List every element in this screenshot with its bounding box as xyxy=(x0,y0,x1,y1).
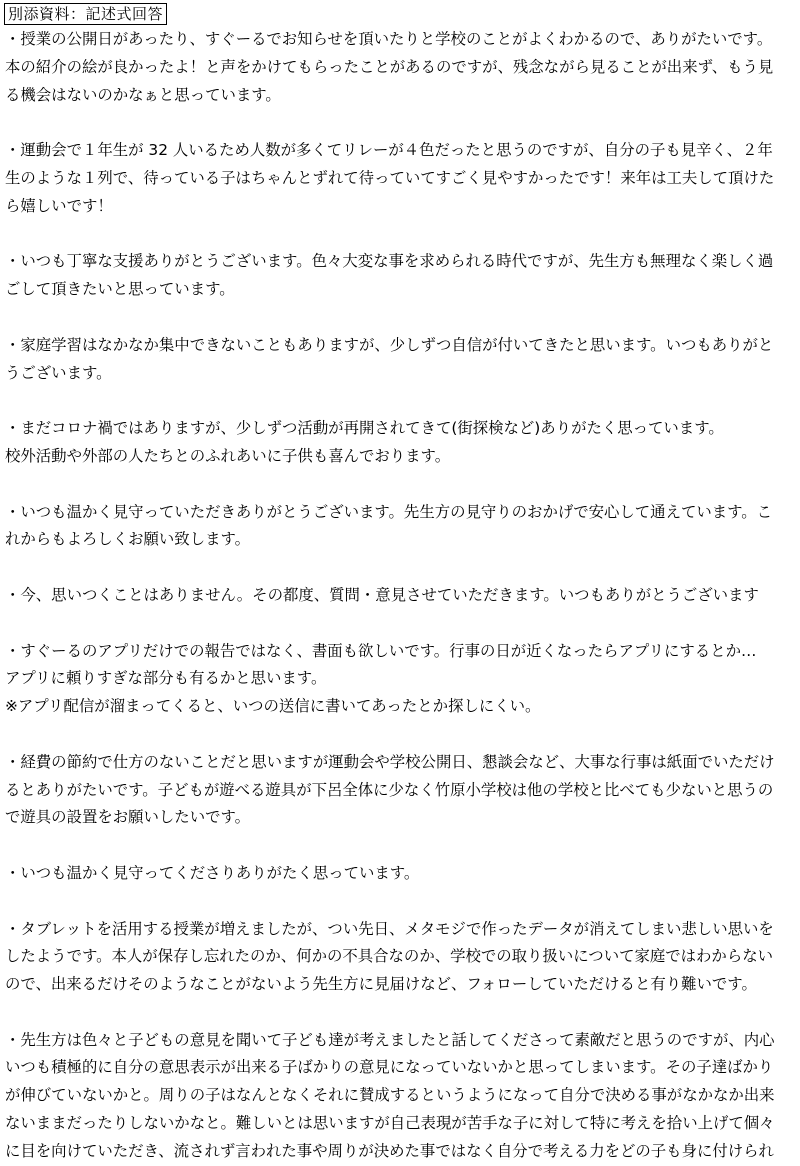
response-line: 校外活動や外部の人たちとのふれあいに子供も喜んでおります。 xyxy=(5,446,451,465)
paragraph-gap xyxy=(5,554,795,582)
response-paragraph xyxy=(5,26,795,109)
response-line: る機会はないのかなぁと思っています。 xyxy=(5,85,281,104)
response-line: ・運動会で１年生が 32 人いるため人数が多くてリレーが４色だったと思うのですが、自分の子も見辛く、２年 xyxy=(5,141,773,160)
response-line: うございます。 xyxy=(5,363,112,382)
response-line: れからもよろしくお願い致します。 xyxy=(5,530,251,549)
response-line: ないままだったりしないかなと。難しいとは思いますが自己表現が苦手な子に対して特に考えを拾い上げて個々 xyxy=(5,1114,775,1133)
response-line: るとありがたいです。子どもが遊べる遊具が下呂全体に少なく竹原小学校は他の学校と比べても少ないと思うの xyxy=(5,780,774,799)
response-line: ・いつも温かく見守ってくださりありがたく思っています。 xyxy=(5,863,420,882)
response-line: ら嬉しいです！ xyxy=(5,196,113,215)
response-paragraph xyxy=(5,1027,795,1166)
response-paragraph xyxy=(5,916,795,999)
response-line: が伸びていないかと。周りの子はなんとなくそれに賛成するというようになって自分で決める事がなかなか出来 xyxy=(5,1086,775,1105)
response-paragraph xyxy=(5,248,795,304)
response-line: ・経費の節約で仕方のないことだと思いますが運動会や学校公開日、懇談会など、大事な行事は紙面でいただけ xyxy=(5,752,775,771)
paragraph-gap xyxy=(5,610,795,638)
response-paragraph xyxy=(5,749,795,832)
response-paragraph xyxy=(5,137,795,220)
response-line: ごして頂きたいと思っています。 xyxy=(5,280,235,299)
response-line: ・先生方は色々と子どもの意見を聞いて子ども達が考えましたと話してくださって素敵だと思うのですが、内心 xyxy=(5,1030,775,1049)
paragraph-gap xyxy=(5,888,795,916)
response-line: ・いつも温かく見守っていただきありがとうございます。先生方の見守りのおかげで安心して通えています。こ xyxy=(5,502,773,521)
paragraph-gap xyxy=(5,721,795,749)
paragraph-gap xyxy=(5,832,795,860)
paragraph-gap xyxy=(5,471,795,499)
response-line: したようです。本人が保存し忘れたのか、何かの不具合なのか、学校での取り扱いについて家庭ではわからない xyxy=(5,947,773,966)
response-paragraph xyxy=(5,499,795,555)
response-line: ・まだコロナ禍ではありますが、少しずつ活動が再開されてきて(街探検など)ありがたく思っています。 xyxy=(5,419,724,438)
response-line: ・授業の公開日があったり、すぐーるでお知らせを頂いたりと学校のことがよくわかるので、ありがたいです。 xyxy=(5,30,773,48)
paragraph-gap xyxy=(5,387,795,415)
response-line: に目を向けていただき、流されず言われた事や周りが決めた事ではなく自分で考える力をどの子も身に付けられ xyxy=(5,1141,774,1160)
paragraph-gap xyxy=(5,109,795,137)
paragraph-gap xyxy=(5,304,795,332)
attachment-label: 別添資料：記述式回答 xyxy=(4,3,167,25)
response-paragraph xyxy=(5,332,795,388)
paragraph-gap xyxy=(5,221,795,249)
response-line: ・いつも丁寧な支援ありがとうございます。色々大変な事を求められる時代ですが、先生方も無理なく楽しく過 xyxy=(5,252,774,271)
response-list xyxy=(5,26,795,1166)
response-paragraph xyxy=(5,415,795,471)
response-line: で遊具の設置をお願いしたいです。 xyxy=(5,808,251,827)
response-line: アプリに頼りすぎな部分も有るかと思います。 xyxy=(5,669,327,688)
paragraph-gap xyxy=(5,999,795,1027)
response-paragraph xyxy=(5,582,795,610)
response-line: ・すぐーるのアプリだけでの報告ではなく、書面も欲しいです。行事の日が近くなったらアプリにするとか… xyxy=(5,641,757,660)
response-paragraph xyxy=(5,638,795,721)
response-line: ・今、思いつくことはありません。その都度、質問・意見させていただきます。いつもありがとうございます xyxy=(5,585,759,604)
response-line: ・タブレットを活用する授業が増えましたが、つい先日、メタモジで作ったデータが消えてしまい悲しい思いを xyxy=(5,919,774,938)
response-line: 本の紹介の絵が良かったよ！と声をかけてもらったことがあるのですが、残念ながら見ることが出来ず、もう見 xyxy=(5,57,774,76)
response-line: ・家庭学習はなかなか集中できないこともありますが、少しずつ自信が付いてきたと思います。いつもありがと xyxy=(5,335,774,354)
response-paragraph xyxy=(5,860,795,888)
response-line: ので、出来るだけそのようなことがないよう先生方に見届けなど、フォローしていただけると有り難いです。 xyxy=(5,975,757,994)
response-line: いつも積極的に自分の意思表示が出来る子ばかりの意見になっていないかと思ってしまいます。その子達ばかり xyxy=(5,1058,774,1077)
response-line: 生のような１列で、待っている子はちゃんとずれて待っていてすごく見やすかったです！来年は工夫して頂けた xyxy=(5,168,775,187)
response-line: ※アプリ配信が溜まってくると、いつの送信に書いてあったとか探しにくい。 xyxy=(5,697,541,716)
